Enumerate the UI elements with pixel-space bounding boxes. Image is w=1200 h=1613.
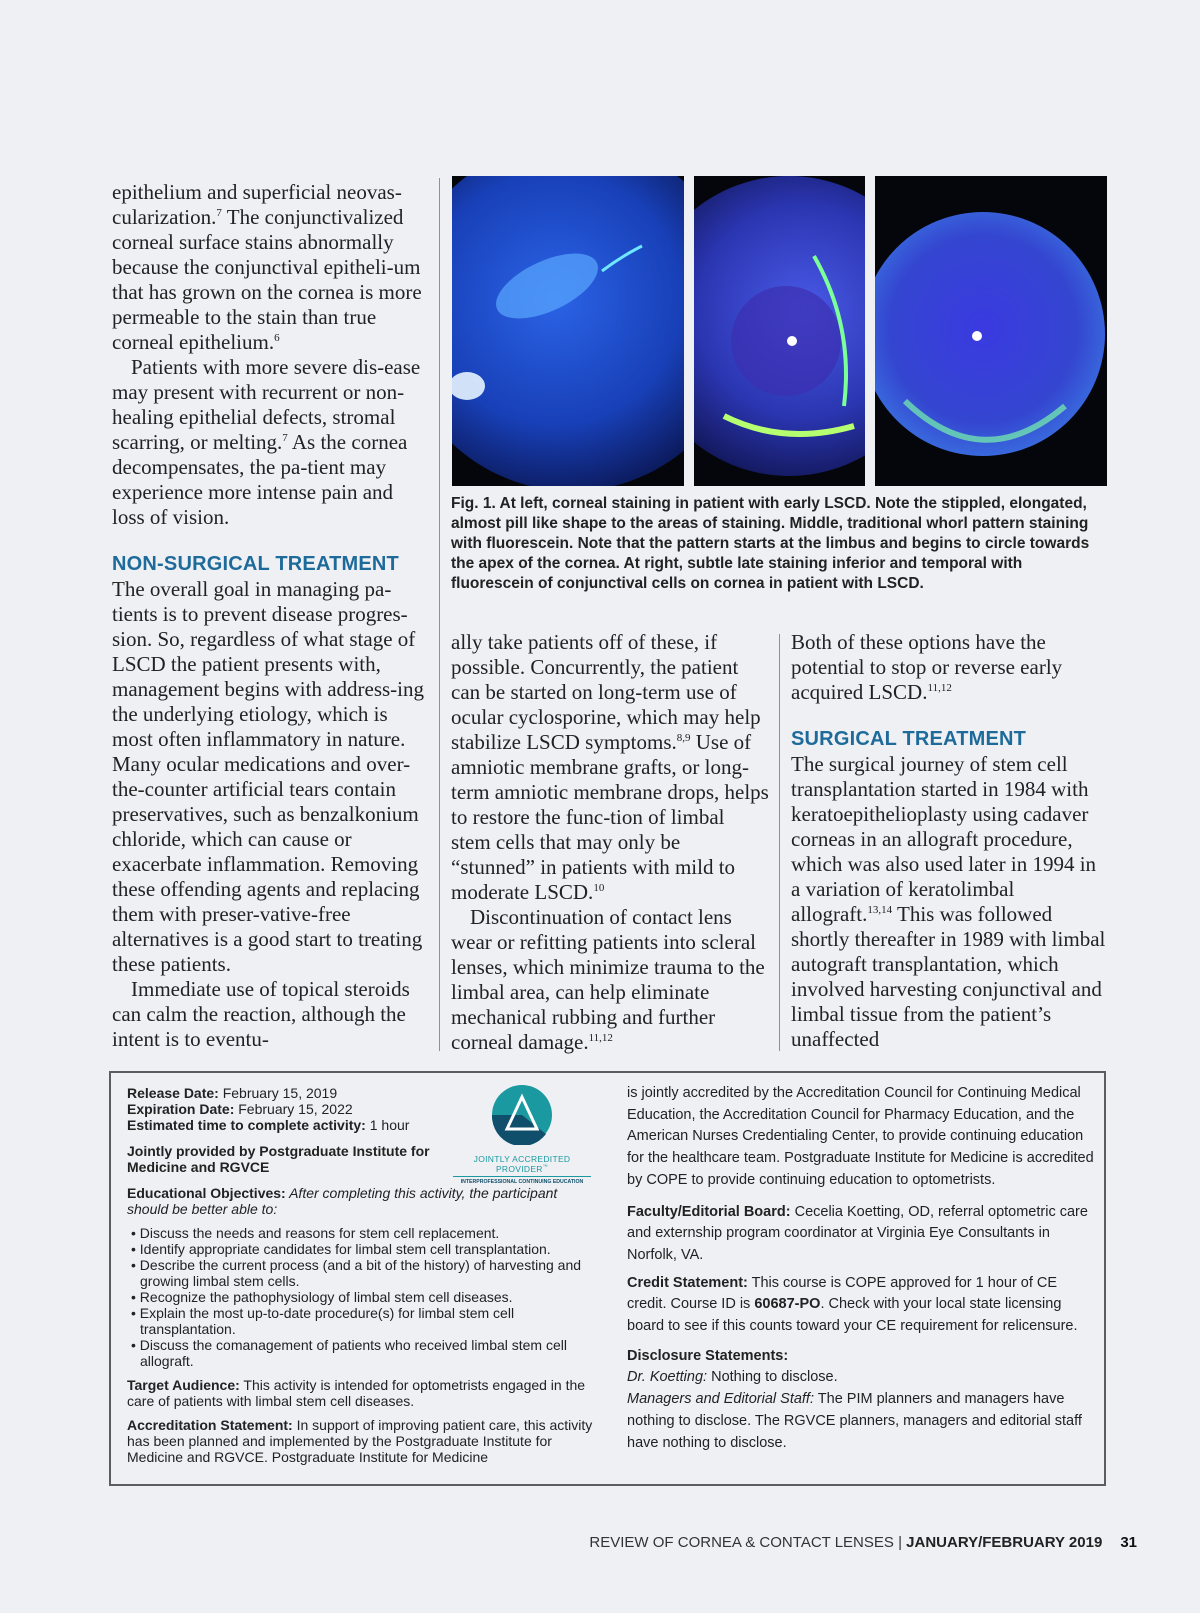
accreditation-statement: Accreditation Statement: In support of improving patient care, this activity has been planned and implemented by the Postgraduate Institute for Medicine and RGVCE. Postgraduate Institute for Medicine: [127, 1417, 593, 1465]
col2-paragraph-1: ally take patients off of these, if possible. Concurrently, the patient can be started on long-term use of ocular cyclosporine, which may help stabilize LSCD symptoms.$^{8,9}$ Use of amniotic membrane grafts, or long-term amniotic membrane drops, helps to restore the func-tion of limbal stem cells that may only be “stunned” in patients with mild to moderate LSCD.$^{10}$: [451, 630, 769, 904]
course-id: 60687-PO: [754, 1296, 821, 1313]
reference-8-9: 8,9: [676, 732, 691, 744]
estimated-time: Estimated time to complete activity: 1 hour: [127, 1117, 410, 1133]
educational-objectives: Educational Objectives: After completing this activity, the participant should be better able to:: [127, 1185, 558, 1217]
credit-statement: Credit Statement: This course is COPE approved for 1 hour of CE credit. Course ID is 60687-PO. Check with your local state licensing board to see if this counts toward your CE requirement for relicensure.: [627, 1274, 1078, 1335]
section-heading-non-surgical: NON-SURGICAL TREATMENT: [112, 553, 399, 575]
disclosure-koetting: Dr. Koetting: Nothing to disclose.: [627, 1369, 838, 1386]
accreditation-logo-icon: [447, 1085, 597, 1145]
col3-paragraph-2: The surgical journey of stem cell transplantation started in 1984 with keratoepithelioplasty using cadaver corneas in an allograft procedure, which was also used later in 1994 in a variation of keratolimbal allograft.$^{13,14}$ This was followed shortly thereafter in 1989 with limbal autograft transplantation, which involved harvesting conjunctival and limbal tissue from the patient’s unaffected: [791, 752, 1106, 1051]
article-column-2: [451, 630, 769, 1055]
ce-info-right: [627, 1083, 1099, 1454]
figure-photo-right: [875, 176, 1107, 486]
cornea-staining-right-image: [875, 176, 1107, 486]
column-divider-1: [439, 178, 440, 1051]
reference-11-12b: 11,12: [927, 682, 952, 694]
cornea-staining-middle-image: [694, 176, 865, 486]
disclosure-heading: Disclosure Statements:: [627, 1347, 789, 1364]
badge-subtext: INTERPROFESSIONAL CONTINUING EDUCATION: [460, 1179, 584, 1185]
objective-item: • Describe the current process (and a bit of the history) of harvesting and growing limbal stem cells.: [127, 1257, 597, 1289]
col1-paragraph-1: epithelium and superficial neovas-cularization.$^7$ The conjunctivalized corneal surface stains abnormally because the conjunctival epitheli-um that has grown on the cornea is more permeable to the stain than true corneal epithelium.$^6$: [112, 180, 422, 354]
release-date: Release Date: February 15, 2019: [127, 1085, 338, 1101]
badge-trademark: ™: [542, 1164, 549, 1171]
issue-date: JANUARY/FEBRUARY 2019: [906, 1534, 1103, 1551]
objective-item: • Identify appropriate candidates for limbal stem cell transplantation.: [127, 1241, 597, 1257]
publication-name: REVIEW OF CORNEA & CONTACT LENSES: [589, 1534, 894, 1551]
accreditation-continued: is jointly accredited by the Accreditation Council for Continuing Medical Education, the Accreditation Council for Pharmacy Education, and the American Nurses Credentialing Center, to provide continuing education for the healthcare team. Postgraduate Institute for Medicine is accredited by COPE to provide continuing education to optometrists.: [627, 1085, 1094, 1188]
section-heading-surgical: SURGICAL TREATMENT: [791, 728, 1027, 750]
reference-7: 7: [216, 207, 222, 219]
reference-7b: 7: [282, 432, 288, 444]
reference-6: 6: [274, 332, 280, 344]
reference-10: 10: [593, 882, 605, 894]
reference-11-12: 11,12: [588, 1032, 613, 1044]
figure-caption: Fig. 1. At left, corneal staining in patient with early LSCD. Note the stippled, elongated, almost pill like shape to the areas of staining. Middle, traditional whorl pattern staining with fluorescein. Note that the pattern starts at the limbus and begins to circle towards the apex of the cornea. At right, subtle late staining inferior and temporal with fluorescein of conjunctival cells on cornea in patient with LSCD.: [451, 495, 1090, 592]
page-footer: REVIEW OF CORNEA & CONTACT LENSES | JANUARY/FEBRUARY 2019 31: [589, 1534, 1137, 1551]
col1-paragraph-3: The overall goal in managing pa-tients is to prevent disease progres-sion. So, regardless of what stage of LSCD the patient presents with, management begins with address-ing the underlying etiology, which is most often inflammatory in nature. Many ocular medications and over-the-counter artificial tears contain preservatives, such as benzalkonium chloride, which can cause or exacerbate inflammation. Removing these offending agents and replacing them with preser-vative-free alternatives is a good start to treating these patients.: [112, 577, 425, 976]
objectives-list: [127, 1225, 597, 1369]
article-column-1: [112, 180, 430, 1052]
faculty-board: Faculty/Editorial Board: Cecelia Koetting, OD, referral optometric care and externship program coordinator at Virginia Eye Consultants in Norfolk, VA.: [627, 1203, 1088, 1263]
cornea-staining-left-image: [452, 176, 684, 486]
jointly-provided: Jointly provided by Postgraduate Institute for Medicine and RGVCE: [127, 1143, 430, 1175]
col3-paragraph-1: Both of these options have the potential to stop or reverse early acquired LSCD.$^{11,12}$: [791, 630, 1063, 704]
column-divider-2: [779, 634, 780, 1051]
objective-item: • Recognize the pathophysiology of limbal stem cell diseases.: [127, 1289, 597, 1305]
objective-item: • Discuss the needs and reasons for stem cell replacement.: [127, 1225, 597, 1241]
page-number: 31: [1120, 1534, 1137, 1551]
target-audience: Target Audience: This activity is intended for optometrists engaged in the care of patients with limbal stem cell diseases.: [127, 1377, 586, 1409]
jointly-accredited-badge: [447, 1085, 597, 1185]
ce-info-box: [109, 1071, 1106, 1486]
article-column-3: [791, 630, 1109, 1052]
reference-13-14: 13,14: [867, 904, 893, 916]
objective-item: • Explain the most up-to-date procedure(s) for limbal stem cell transplantation.: [127, 1305, 597, 1337]
figure-photo-left: [452, 176, 684, 486]
objective-item: • Discuss the comanagement of patients who received limbal stem cell allograft.: [127, 1337, 597, 1369]
col2-paragraph-2: Discontinuation of contact lens wear or refitting patients into scleral lenses, which minimize trauma to the limbal area, can help eliminate mechanical rubbing and further corneal damage.$^{11,12}$: [451, 905, 765, 1054]
figure-photo-middle: [694, 176, 865, 486]
disclosure-staff: Managers and Editorial Staff: The PIM planners and managers have nothing to disclose. The RGVCE planners, managers and editorial staff have nothing to disclose.: [627, 1391, 1082, 1451]
col1-paragraph-2: Patients with more severe dis-ease may present with recurrent or non-healing epithelial defects, stromal scarring, or melting.$^7$ As the cornea decompensates, the pa-tient may experience more intense pain and loss of vision.: [112, 355, 421, 529]
col1-paragraph-4: Immediate use of topical steroids can calm the reaction, although the intent is to eventu-: [112, 977, 410, 1051]
expiration-date: Expiration Date: February 15, 2022: [127, 1101, 353, 1117]
badge-text: JOINTLY ACCREDITED PROVIDER: [473, 1154, 571, 1174]
